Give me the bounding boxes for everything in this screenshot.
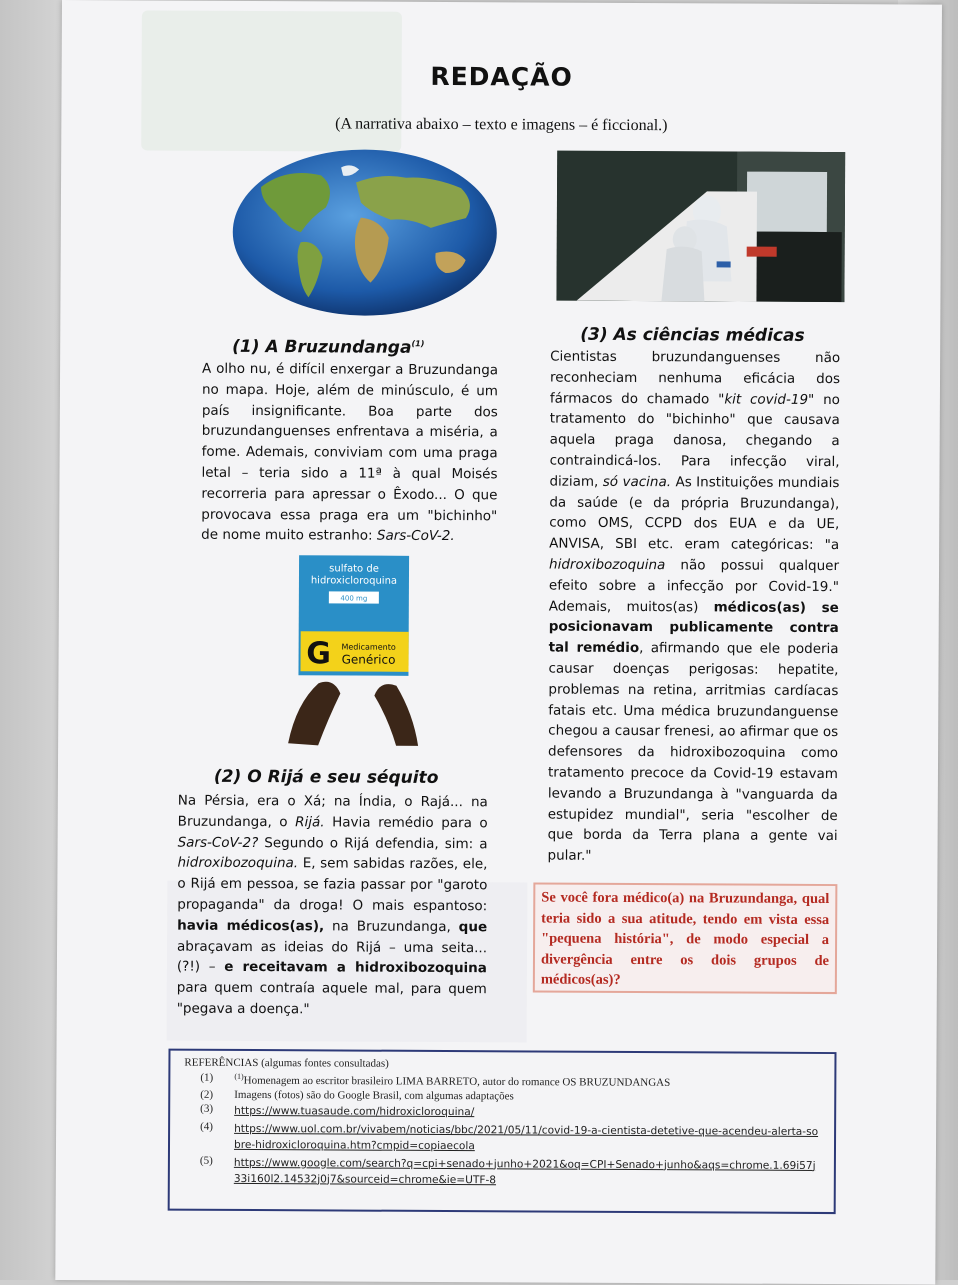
page-subtitle: (A narrativa abaixo – texto e imagens – é ficcional.) (335, 115, 668, 135)
reference-link[interactable]: https://www.tuasaude.com/hidroxicloroquina/ (234, 1104, 475, 1118)
section1-text: A olho nu, é difícil enxergar a Bruzundanga no mapa. Hoje, além de minúsculo, é um país insignificante. Boa parte dos bruzundanguenses enfrentava a miséria, a fome. Ademais, conviviam com uma praga letal – teria sido a 11ª à qual Moisés recorreria para apressar o Êxodo... O que provocava essa praga era um "bichinho" de nome muito estranho: Sars-CoV-2. (201, 360, 499, 545)
box-dose: 400 mg (340, 594, 368, 603)
references-heading: REFERÊNCIAS (algumas fontes consultadas) (184, 1056, 389, 1070)
reference-item: (3) https://www.tuasaude.com/hidroxicloroquina/ (200, 1102, 475, 1118)
world-map-image (230, 147, 499, 318)
section2-title: (2) O Rijá e seu séquito (213, 766, 439, 788)
section3-title: (3) As ciências médicas (580, 324, 805, 346)
section3-text: Cientistas bruzundanguenses não reconheciam nenhuma eficácia dos fármacos do chamado "kit covid-19" no tratamento do "bichinho" que causava aquela praga danosa, chegando a contraindicá-los. Para infecção viral, diziam, só vacina. As Instituições mundiais da saúde (e da própria Bruzundanga), como OMS, CCPD dos EUA e da UE, ANVISA, SBI etc. eram categóricas: "a hidroxibozoquina não possui qualquer efeito sobre a infecção por Covid-19." Ademais, muitos(as) médicos(as) se posicionavam publicamente contra tal remédio, afirmando que ele poderia causar doenças perigosas: hepatite, problemas na retina, arritmias cardíacas fatais etc. Uma médica bruzundanguense chegou a causar frenesi, ao afirmar que os defensores da hidroxibozoquina como tratamento precoce da Covid-19 estavam levando a Bruzundanga à "vanguarda da estupidez mundial", seria "escolher de que borda da Terra plana a gente vai pular." (547, 348, 841, 864)
document-page (55, 0, 942, 1285)
section1-title: (1) A Bruzundanga$^{(1)}$ (232, 336, 425, 358)
reference-item: (1) $^{(1)}$Homenagem ao escritor brasileiro LIMA BARRETO, autor do romance OS BRUZUNDANGAS (200, 1071, 671, 1089)
box-generic1: Medicamento (341, 642, 396, 652)
reference-item: (5) https://www.google.com/search?q=cpi+senado+junho+2021&oq=CPI+Senado+junho&aqs=chrome.1.69i57j33i160l2.14532j0j7&sourceid=chrome&ie=UTF-8 (184, 1154, 820, 1189)
reference-link[interactable]: https://www.uol.com.br/vivabem/noticias/bbc/2021/05/11/covid-19-a-cientista-detetive-que-acendeu-alerta-sobre-hidroxicloroquina.htm?cmpid=copiaecola (233, 1122, 819, 1152)
box-line2: hidroxicloroquina (310, 575, 398, 587)
box-line1: sulfato de (329, 563, 379, 575)
essay-question-box: Se você fora médico(a) na Bruzundanga, qual teria sido a sua atitude, tendo em vista essa "pequena história", de modo especial a divergência entre os dois grupos de médicos(as)? (533, 882, 838, 994)
medicine-box-image (278, 553, 429, 748)
reference-link[interactable]: https://www.google.com/search?q=cpi+senado+junho+2021&oq=CPI+Senado+junho&aqs=chrome.1.69i57j33i160l2.14532j0j7&sourceid=chrome&ie=UTF-8 (233, 1156, 816, 1186)
box-g-letter: G (306, 636, 331, 672)
box-generic2: Genérico (341, 652, 396, 667)
reference-item: (2) Imagens (fotos) são do Google Brasil, com algumas adaptações (200, 1088, 514, 1103)
laboratory-photo (556, 151, 845, 303)
reference-item: (4) https://www.uol.com.br/vivabem/noticias/bbc/2021/05/11/covid-19-a-cientista-detetive-que-acendeu-alerta-sobre-hidroxicloroquina.htm?cmpid=copiaecola (184, 1120, 820, 1155)
page-title: REDAÇÃO (430, 61, 573, 92)
section2-text: Na Pérsia, era o Xá; na Índia, o Rajá... na Bruzundanga, o Rijá. Havia remédio para o Sars-CoV-2? Segundo o Rijá defendia, sim: a hidroxibozoquina. E, sem sabidas razões, ele, o Rijá em pessoa, se fazia passar por "garoto propaganda" da droga! O mais espantoso: havia médicos(as), na Bruzundanga, que abraçavam as ideias do Rijá – uma seita... (?!) – e receitavam a hidroxibozoquina para quem contraía aquele mal, para quem "pegava a doença." (176, 792, 488, 1018)
references-box (168, 1049, 837, 1214)
